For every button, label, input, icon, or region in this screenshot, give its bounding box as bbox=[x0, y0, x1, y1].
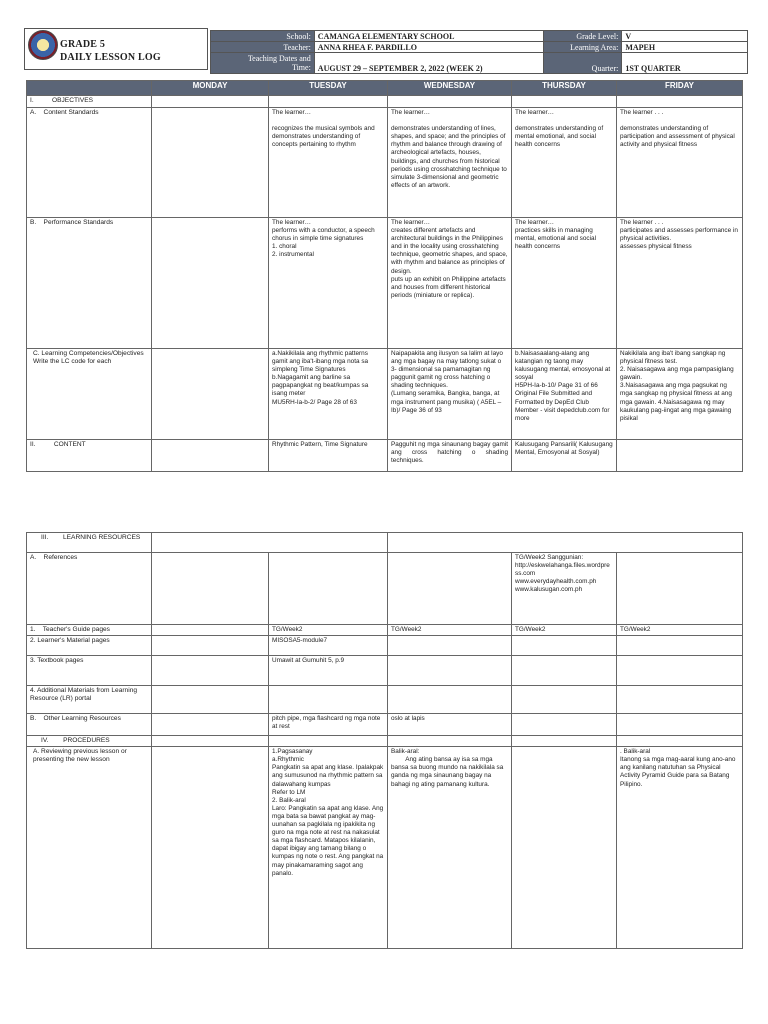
additional-materials-row bbox=[27, 686, 743, 714]
teaching-dates-label-line1: Teaching Dates and bbox=[247, 54, 311, 63]
content-standards-fri: The learner . . . demonstrates understanding of participation and assessment of physical activity and physical fitness bbox=[617, 108, 743, 218]
teacher-value: ANNA RHEA F. PARDILLO bbox=[314, 42, 544, 53]
learning-resources-row bbox=[27, 533, 743, 553]
performance-standards-fri: The learner . . . participates and assesses performance in physical activities. assesses physical fitness bbox=[617, 218, 743, 349]
grade-level-label: Grade Level: bbox=[544, 31, 622, 42]
content-standards-heading: A. Content Standards bbox=[27, 108, 152, 218]
teaching-dates-value: AUGUST 29 – SEPTEMBER 2, 2022 (WEEK 2) bbox=[314, 53, 544, 74]
textbook-pages-row bbox=[27, 656, 743, 686]
other-resources-heading: B. Other Learning Resources bbox=[27, 714, 152, 736]
textbook-pages-heading: 3. Textbook pages bbox=[27, 656, 152, 686]
performance-standards-thu: The learner… practices skills in managing mental, emotional and social health concerns bbox=[512, 218, 617, 349]
content-wed: Pagguhit ng mga sinaunang bagay gamit ang cross hatching o shading techniques. bbox=[388, 440, 512, 472]
lm-pages-heading: 2. Learner's Material pages bbox=[27, 636, 152, 656]
learning-resources-blank-1 bbox=[152, 533, 388, 553]
other-resources-tue: pitch pipe, mga flashcard ng mga note at rest bbox=[269, 714, 388, 736]
reviewing-wed: Balik-aral: Ang ating bansa ay isa sa mga bansa sa buong mundo na nakikilala sa ganda ng mga sinaunang bagay na bahagi ng ating pamanang kultura. bbox=[388, 747, 512, 949]
content-standards-wed: The learner… demonstrates understanding of lines, shapes, and space; and the principles of rhythm and balance through drawing of archeological artefacts, houses, buildings, and churches from historical periods using crosshatching technique to simulate 3-dimensional and geometric effects of an artwork. bbox=[388, 108, 512, 218]
lesson-log-table-1 bbox=[26, 80, 743, 472]
performance-standards-mon bbox=[152, 218, 269, 349]
competencies-fri: Nakikilala ang iba't ibang sangkap ng physical fitness test. 2. Naisasagawa ang mga pampasiglang gawain. 3.Naisasagawa ang mga pagsukat ng mga sangkap ng physical fitness at ang mga gawain. 4.Naisasagawa ng may kaukulang pag-iingat ang mga gawaing pisikal bbox=[617, 349, 743, 440]
tg-pages-fri: TG/Week2 bbox=[617, 625, 743, 636]
competencies-row bbox=[27, 349, 743, 440]
teacher-label: Teacher: bbox=[211, 42, 315, 53]
procedures-row bbox=[27, 736, 743, 747]
tg-pages-heading: 1. Teacher's Guide pages bbox=[27, 625, 152, 636]
deped-seal-icon bbox=[28, 30, 58, 60]
performance-standards-row bbox=[27, 218, 743, 349]
quarter-label: Quarter: bbox=[544, 53, 622, 74]
grade-title: GRADE 5 bbox=[60, 39, 106, 50]
objectives-heading: I. OBJECTIVES bbox=[27, 96, 152, 108]
content-standards-row bbox=[27, 108, 743, 218]
content-mon bbox=[152, 440, 269, 472]
learning-area-value: MAPEH bbox=[622, 42, 748, 53]
reviewing-fri: . Balik-aral Itanong sa mga mag-aaral kung ano-ano ang kanilang natutuhan sa Physical Activity Pyramid Guide para sa Batang Pilipino. bbox=[617, 747, 743, 949]
content-standards-thu: The learner… demonstrates understanding of mental emotional, and social health concerns bbox=[512, 108, 617, 218]
header-info-table bbox=[210, 30, 748, 74]
learning-area-label: Learning Area: bbox=[544, 42, 622, 53]
blank-header-cell bbox=[27, 81, 152, 96]
competencies-heading: C. Learning Competencies/Objectives Write the LC code for each bbox=[27, 349, 152, 440]
day-friday: FRIDAY bbox=[617, 81, 743, 96]
performance-standards-heading: B. Performance Standards bbox=[27, 218, 152, 349]
performance-standards-wed: The learner… creates different artefacts and architectural buildings in the Philippines and in the locality using crosshatching technique, geometric shapes, and space, with rhythm and balance as principles of design. puts up an exhibit on Philippine artefacts and houses from different historical periods (miniature or replica). bbox=[388, 218, 512, 349]
textbook-pages-tue: Umawit at Gumuhit 5, p.9 bbox=[269, 656, 388, 686]
competencies-thu: b.Naisasaalang-alang ang katangian ng taong may kalusugang mental, emosyonal at sosyal H5PH-Ia-b-10/ Page 31 of 66 Original File Submitted and Formatted by DepEd Club Member - visit depedclub.com for more bbox=[512, 349, 617, 440]
references-heading: A. References bbox=[27, 553, 152, 625]
tg-pages-tue: TG/Week2 bbox=[269, 625, 388, 636]
other-resources-wed: oslo at lapis bbox=[388, 714, 512, 736]
references-thu: TG/Week2 Sanggunian: http://eskwelahanga.files.wordpress.com www.everydayhealth.com.ph www.kalusugan.com.ph bbox=[512, 553, 617, 625]
day-tuesday: TUESDAY bbox=[269, 81, 388, 96]
lesson-log-table-2 bbox=[26, 532, 743, 949]
content-tue: Rhythmic Pattern, Time Signature bbox=[269, 440, 388, 472]
tg-pages-wed: TG/Week2 bbox=[388, 625, 512, 636]
quarter-value: 1ST QUARTER bbox=[622, 53, 748, 74]
reviewing-thu bbox=[512, 747, 617, 949]
learning-resources-heading: III. LEARNING RESOURCES bbox=[27, 533, 152, 553]
content-heading: II. CONTENT bbox=[27, 440, 152, 472]
grade-level-value: V bbox=[622, 31, 748, 42]
additional-materials-heading: 4. Additional Materials from Learning Resource (LR) portal bbox=[27, 686, 152, 714]
tg-pages-row bbox=[27, 625, 743, 636]
day-wednesday: WEDNESDAY bbox=[388, 81, 512, 96]
reviewing-mon bbox=[152, 747, 269, 949]
school-value: CAMANGA ELEMENTARY SCHOOL bbox=[314, 31, 544, 42]
lm-pages-row bbox=[27, 636, 743, 656]
reviewing-heading: A. Reviewing previous lesson or presenting the new lesson bbox=[27, 747, 152, 949]
day-thursday: THURSDAY bbox=[512, 81, 617, 96]
content-standards-tue: The learner… recognizes the musical symbols and demonstrates understanding of concepts pertaining to rhythm bbox=[269, 108, 388, 218]
reviewing-row bbox=[27, 747, 743, 949]
lm-pages-tue: MISOSA5-module7 bbox=[269, 636, 388, 656]
day-monday: MONDAY bbox=[152, 81, 269, 96]
tg-pages-thu: TG/Week2 bbox=[512, 625, 617, 636]
performance-standards-tue: The learner… performs with a conductor, a speech chorus in simple time signatures 1. choral 2. instrumental bbox=[269, 218, 388, 349]
teaching-dates-label-line2: Time: bbox=[291, 63, 311, 72]
school-label: School: bbox=[211, 31, 315, 42]
content-fri bbox=[617, 440, 743, 472]
content-standards-mon bbox=[152, 108, 269, 218]
learning-resources-blank-2 bbox=[388, 533, 743, 553]
teaching-dates-label bbox=[211, 53, 315, 74]
content-thu: Kalusugang Pansarili( Kalusugang Mental, Emosyonal at Sosyal) bbox=[512, 440, 617, 472]
references-row bbox=[27, 553, 743, 625]
other-resources-row bbox=[27, 714, 743, 736]
competencies-wed: Naipapakita ang ilusyon sa lalim at layo ang mga bagay na may tatlong sukat o 3- dimensional sa pamamagitan ng paggunit gamit ng cross hatching o shading techniques. (Lumang seramika, Bangka, banga, at mga instrument pang musika) ( A5EL – Ib)/ Page 36 of 93 bbox=[388, 349, 512, 440]
reviewing-tue: 1.Pagsasanay a.Rhythmic Pangkatin sa apat ang klase. Ipalakpak ang sumusunod na rhythmic pattern sa dalawahang kumpas Refer to LM 2. Balik-aral Laro: Pangkatin sa apat ang klase. Ang mga bata sa bawat pangkat ay mag-uunahan sa pagkilala ng ipakikita ng guro na mga note at rest na nakasulat sa mga flashcard. Matapos kilalanin, dapat ibigay ang tamang bilang o kumpas ng note o rest. Ang pangkat na may pinakamaraming sagot ang panalo. bbox=[269, 747, 388, 949]
competencies-tue: a.Nakikilala ang rhythmic patterns gamit ang iba't-ibang mga nota sa simpleng Time Signatures b.Nagagamit ang barline sa pagpapangkat ng beat/kumpas sa isang meter MU5RH-Ia-b-2/ Page 28 of 63 bbox=[269, 349, 388, 440]
objectives-row bbox=[27, 96, 743, 108]
content-row bbox=[27, 440, 743, 472]
document-type-title: DAILY LESSON LOG bbox=[60, 52, 161, 63]
days-header-row bbox=[27, 81, 743, 96]
competencies-mon bbox=[152, 349, 269, 440]
procedures-heading: IV. PROCEDURES bbox=[27, 736, 152, 747]
